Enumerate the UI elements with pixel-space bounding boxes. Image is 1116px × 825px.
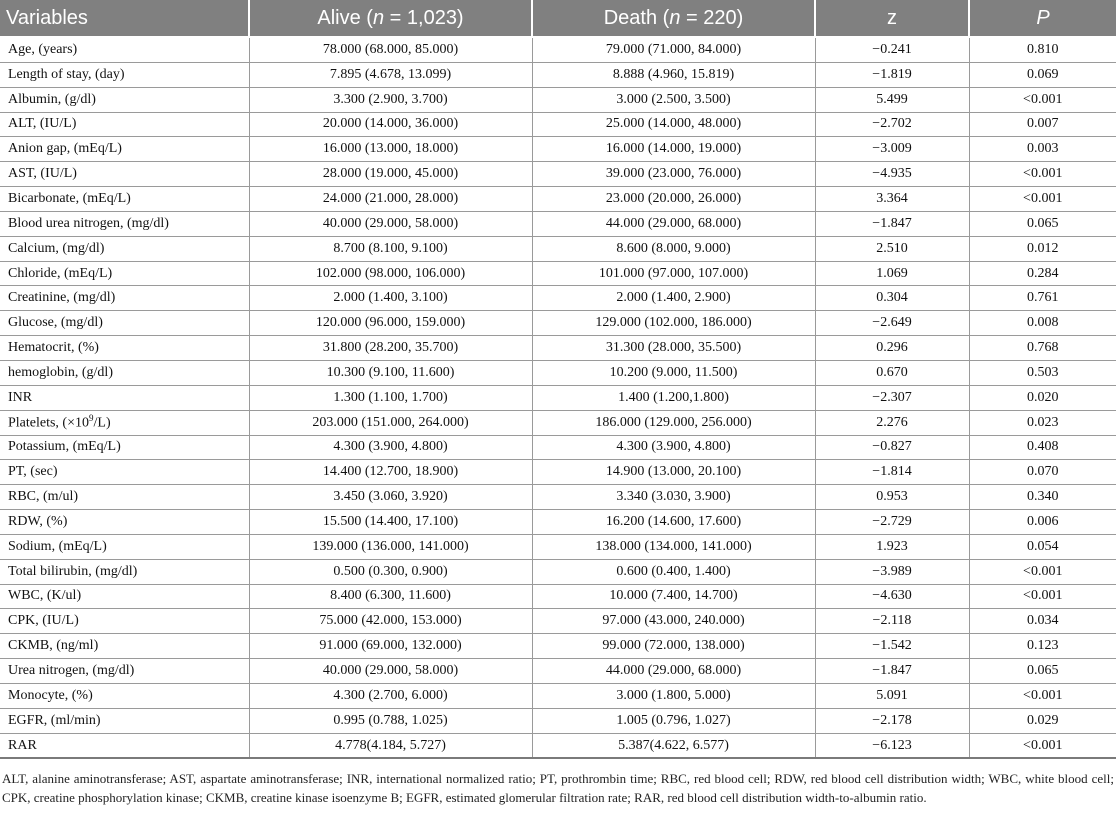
- cell-p: <0.001: [969, 162, 1116, 187]
- cell-p: 0.012: [969, 236, 1116, 261]
- table-row: [0, 211, 1116, 236]
- cell-alive: 40.000 (29.000, 58.000): [249, 211, 532, 236]
- cell-variable: PT, (sec): [0, 460, 249, 485]
- table-row: [0, 286, 1116, 311]
- cell-p: 0.020: [969, 385, 1116, 410]
- cell-variable: Bicarbonate, (mEq/L): [0, 187, 249, 212]
- table-row: [0, 336, 1116, 361]
- cell-alive: 16.000 (13.000, 18.000): [249, 137, 532, 162]
- cell-p: <0.001: [969, 559, 1116, 584]
- cell-z: −2.729: [815, 510, 969, 535]
- cell-z: 5.091: [815, 683, 969, 708]
- cell-z: −4.935: [815, 162, 969, 187]
- cell-p: 0.029: [969, 708, 1116, 733]
- cell-death: 10.000 (7.400, 14.700): [532, 584, 815, 609]
- cell-variable: Anion gap, (mEq/L): [0, 137, 249, 162]
- cell-death: 5.387(4.622, 6.577): [532, 733, 815, 758]
- cell-death: 4.300 (3.900, 4.800): [532, 435, 815, 460]
- cell-death: 44.000 (29.000, 68.000): [532, 659, 815, 684]
- cell-z: 1.069: [815, 261, 969, 286]
- cell-variable: Blood urea nitrogen, (mg/dl): [0, 211, 249, 236]
- cell-alive: 203.000 (151.000, 264.000): [249, 410, 532, 435]
- cell-alive: 8.400 (6.300, 11.600): [249, 584, 532, 609]
- table-row: [0, 311, 1116, 336]
- cell-p: 0.070: [969, 460, 1116, 485]
- table-row: [0, 609, 1116, 634]
- cell-alive: 7.895 (4.678, 13.099): [249, 62, 532, 87]
- table-row: [0, 385, 1116, 410]
- cell-alive: 31.800 (28.200, 35.700): [249, 336, 532, 361]
- cell-p: 0.340: [969, 485, 1116, 510]
- table-row: [0, 485, 1116, 510]
- cell-p: <0.001: [969, 87, 1116, 112]
- cell-death: 25.000 (14.000, 48.000): [532, 112, 815, 137]
- cell-alive: 0.500 (0.300, 0.900): [249, 559, 532, 584]
- cell-alive: 91.000 (69.000, 132.000): [249, 634, 532, 659]
- cell-z: 2.510: [815, 236, 969, 261]
- cell-alive: 0.995 (0.788, 1.025): [249, 708, 532, 733]
- cell-z: 3.364: [815, 187, 969, 212]
- table-header: [0, 0, 1116, 37]
- header-z: z: [815, 0, 969, 37]
- cell-p: 0.768: [969, 336, 1116, 361]
- cell-alive: 15.500 (14.400, 17.100): [249, 510, 532, 535]
- cell-p: <0.001: [969, 683, 1116, 708]
- table-row: [0, 137, 1116, 162]
- cell-p: <0.001: [969, 187, 1116, 212]
- cell-variable: CKMB, (ng/ml): [0, 634, 249, 659]
- table-row: [0, 435, 1116, 460]
- cell-variable: Creatinine, (mg/dl): [0, 286, 249, 311]
- cell-p: 0.008: [969, 311, 1116, 336]
- cell-alive: 20.000 (14.000, 36.000): [249, 112, 532, 137]
- cell-z: 1.923: [815, 534, 969, 559]
- cell-death: 8.600 (8.000, 9.000): [532, 236, 815, 261]
- cell-p: 0.065: [969, 659, 1116, 684]
- cell-z: −1.847: [815, 659, 969, 684]
- cell-variable: Glucose, (mg/dl): [0, 311, 249, 336]
- cell-death: 3.000 (1.800, 5.000): [532, 683, 815, 708]
- table-row: [0, 187, 1116, 212]
- header-variables: Variables: [0, 0, 249, 37]
- cell-death: 8.888 (4.960, 15.819): [532, 62, 815, 87]
- table-row: [0, 534, 1116, 559]
- cell-death: 2.000 (1.400, 2.900): [532, 286, 815, 311]
- table-row: [0, 683, 1116, 708]
- table-row: [0, 261, 1116, 286]
- table-row: [0, 584, 1116, 609]
- cell-variable: Urea nitrogen, (mg/dl): [0, 659, 249, 684]
- cell-death: 129.000 (102.000, 186.000): [532, 311, 815, 336]
- header-alive: Alive (n = 1,023): [249, 0, 532, 37]
- cell-death: 79.000 (71.000, 84.000): [532, 37, 815, 62]
- cell-z: −0.241: [815, 37, 969, 62]
- cell-variable: Age, (years): [0, 37, 249, 62]
- cell-death: 1.400 (1.200,1.800): [532, 385, 815, 410]
- cell-variable: Platelets, $(\times 10^9/L)$: [0, 410, 249, 435]
- cell-variable: INR: [0, 385, 249, 410]
- cell-p: 0.006: [969, 510, 1116, 535]
- cell-death: 3.000 (2.500, 3.500): [532, 87, 815, 112]
- cell-p: 0.761: [969, 286, 1116, 311]
- cell-z: −2.178: [815, 708, 969, 733]
- cell-alive: 4.300 (2.700, 6.000): [249, 683, 532, 708]
- cell-variable: Potassium, (mEq/L): [0, 435, 249, 460]
- table-row: [0, 360, 1116, 385]
- cell-death: 16.000 (14.000, 19.000): [532, 137, 815, 162]
- cell-death: 31.300 (28.000, 35.500): [532, 336, 815, 361]
- cell-variable: Monocyte, (%): [0, 683, 249, 708]
- cell-variable: AST, (IU/L): [0, 162, 249, 187]
- cell-z: −2.118: [815, 609, 969, 634]
- table-row: [0, 37, 1116, 62]
- cell-variable: CPK, (IU/L): [0, 609, 249, 634]
- cell-p: 0.065: [969, 211, 1116, 236]
- cell-variable: Hematocrit, (%): [0, 336, 249, 361]
- cell-z: −2.702: [815, 112, 969, 137]
- table-footnote: ALT, alanine aminotransferase; AST, aspartate aminotransferase; INR, international normalized ratio; PT, prothrombin time; RBC, red blood cell; RDW, red blood cell distribution width; WBC, white blood cell; CPK, creatine phosphorylation kinase; CKMB, creatine kinase isoenzyme B; EGFR, estimated glomerular filtration rate; RAR, red blood cell distribution width-to-albumin ratio.: [2, 771, 1114, 806]
- cell-death: 3.340 (3.030, 3.900): [532, 485, 815, 510]
- cell-variable: WBC, (K/ul): [0, 584, 249, 609]
- table-row: [0, 162, 1116, 187]
- cell-p: 0.123: [969, 634, 1116, 659]
- table-row: [0, 236, 1116, 261]
- cell-p: <0.001: [969, 733, 1116, 758]
- cell-z: −3.989: [815, 559, 969, 584]
- cell-p: 0.054: [969, 534, 1116, 559]
- table-row: [0, 410, 1116, 435]
- cell-p: 0.810: [969, 37, 1116, 62]
- cell-variable: Total bilirubin, (mg/dl): [0, 559, 249, 584]
- cell-alive: 1.300 (1.100, 1.700): [249, 385, 532, 410]
- cell-z: −4.630: [815, 584, 969, 609]
- cell-z: 0.304: [815, 286, 969, 311]
- header-row: [0, 0, 1116, 37]
- cell-variable: EGFR, (ml/min): [0, 708, 249, 733]
- cell-z: −0.827: [815, 435, 969, 460]
- cell-death: 138.000 (134.000, 141.000): [532, 534, 815, 559]
- cell-alive: 139.000 (136.000, 141.000): [249, 534, 532, 559]
- cell-p: 0.003: [969, 137, 1116, 162]
- cell-alive: 120.000 (96.000, 159.000): [249, 311, 532, 336]
- cell-z: −1.542: [815, 634, 969, 659]
- cell-z: 0.670: [815, 360, 969, 385]
- cell-death: 10.200 (9.000, 11.500): [532, 360, 815, 385]
- cell-p: 0.034: [969, 609, 1116, 634]
- cell-variable: RDW, (%): [0, 510, 249, 535]
- cell-p: 0.007: [969, 112, 1116, 137]
- cell-variable: RBC, (m/ul): [0, 485, 249, 510]
- cell-z: −1.819: [815, 62, 969, 87]
- cell-variable: hemoglobin, (g/dl): [0, 360, 249, 385]
- cell-death: 1.005 (0.796, 1.027): [532, 708, 815, 733]
- cell-alive: 4.778(4.184, 5.727): [249, 733, 532, 758]
- cell-alive: 24.000 (21.000, 28.000): [249, 187, 532, 212]
- cell-p: 0.284: [969, 261, 1116, 286]
- table-body: [0, 37, 1116, 758]
- table-row: [0, 708, 1116, 733]
- cell-p: 0.069: [969, 62, 1116, 87]
- cell-p: 0.023: [969, 410, 1116, 435]
- cell-death: 23.000 (20.000, 26.000): [532, 187, 815, 212]
- table-row: [0, 634, 1116, 659]
- cell-alive: 40.000 (29.000, 58.000): [249, 659, 532, 684]
- cell-z: 0.953: [815, 485, 969, 510]
- cell-alive: 10.300 (9.100, 11.600): [249, 360, 532, 385]
- cell-z: −2.307: [815, 385, 969, 410]
- cell-z: −3.009: [815, 137, 969, 162]
- cell-variable: Chloride, (mEq/L): [0, 261, 249, 286]
- cell-variable: Albumin, (g/dl): [0, 87, 249, 112]
- cell-death: 39.000 (23.000, 76.000): [532, 162, 815, 187]
- table-row: [0, 733, 1116, 758]
- cell-alive: 4.300 (3.900, 4.800): [249, 435, 532, 460]
- table-row: [0, 87, 1116, 112]
- cell-alive: 8.700 (8.100, 9.100): [249, 236, 532, 261]
- cell-alive: 3.300 (2.900, 3.700): [249, 87, 532, 112]
- cell-z: 2.276: [815, 410, 969, 435]
- cell-z: 0.296: [815, 336, 969, 361]
- cell-alive: 75.000 (42.000, 153.000): [249, 609, 532, 634]
- header-p: P: [969, 0, 1116, 37]
- cell-death: 101.000 (97.000, 107.000): [532, 261, 815, 286]
- cell-p: <0.001: [969, 584, 1116, 609]
- cell-death: 44.000 (29.000, 68.000): [532, 211, 815, 236]
- cell-variable: ALT, (IU/L): [0, 112, 249, 137]
- cell-alive: 3.450 (3.060, 3.920): [249, 485, 532, 510]
- cell-p: 0.503: [969, 360, 1116, 385]
- cell-variable: RAR: [0, 733, 249, 758]
- cell-death: 16.200 (14.600, 17.600): [532, 510, 815, 535]
- cell-alive: 78.000 (68.000, 85.000): [249, 37, 532, 62]
- cell-z: −1.847: [815, 211, 969, 236]
- table-row: [0, 559, 1116, 584]
- header-death: Death (n = 220): [532, 0, 815, 37]
- cell-alive: 102.000 (98.000, 106.000): [249, 261, 532, 286]
- cell-z: −2.649: [815, 311, 969, 336]
- cell-death: 0.600 (0.400, 1.400): [532, 559, 815, 584]
- cell-z: 5.499: [815, 87, 969, 112]
- table-row: [0, 510, 1116, 535]
- cell-variable: Length of stay, (day): [0, 62, 249, 87]
- table-row: [0, 112, 1116, 137]
- cell-alive: 14.400 (12.700, 18.900): [249, 460, 532, 485]
- cell-alive: 28.000 (19.000, 45.000): [249, 162, 532, 187]
- table-row: [0, 659, 1116, 684]
- cell-variable: Calcium, (mg/dl): [0, 236, 249, 261]
- cell-death: 99.000 (72.000, 138.000): [532, 634, 815, 659]
- cell-z: −6.123: [815, 733, 969, 758]
- cell-death: 14.900 (13.000, 20.100): [532, 460, 815, 485]
- table-row: [0, 460, 1116, 485]
- cell-z: −1.814: [815, 460, 969, 485]
- cell-death: 97.000 (43.000, 240.000): [532, 609, 815, 634]
- cell-alive: 2.000 (1.400, 3.100): [249, 286, 532, 311]
- table-row: [0, 62, 1116, 87]
- cell-p: 0.408: [969, 435, 1116, 460]
- cell-death: 186.000 (129.000, 256.000): [532, 410, 815, 435]
- cell-variable: Sodium, (mEq/L): [0, 534, 249, 559]
